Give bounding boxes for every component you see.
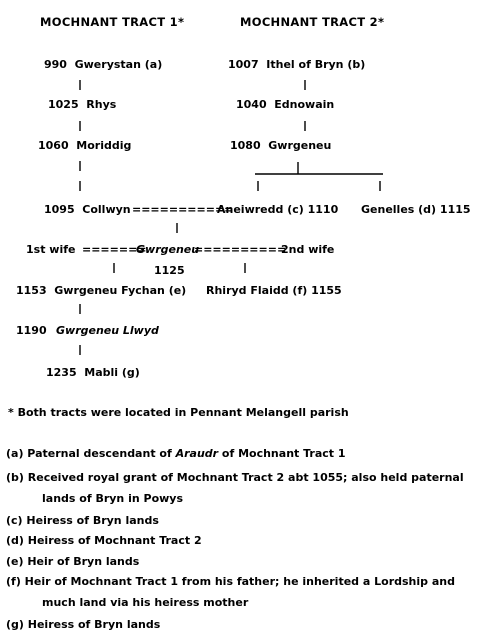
note-a-suffix: of Mochnant Tract 1: [218, 447, 346, 460]
person-gwrgeneu-1125: Gwrgeneu: [136, 243, 200, 256]
note-a-name: Araudr: [175, 447, 219, 460]
tract1-header: MOCHNANT TRACT 1*: [40, 15, 185, 29]
person-gwrgeneu-fychan: 1153 Gwrgeneu Fychan (e): [16, 284, 187, 297]
note-e: (e) Heir of Bryn lands: [6, 555, 140, 568]
person-gwerystan: 990 Gwerystan (a): [44, 58, 163, 71]
note-a: [6, 447, 346, 460]
person-ithel: 1007 Ithel of Bryn (b): [228, 58, 366, 71]
person-gwrgeneu-llwyd: Gwrgeneu Llwyd: [56, 324, 159, 337]
person-rhys: 1025 Rhys: [48, 98, 117, 111]
person-ednowain: 1040 Ednowain: [236, 98, 335, 111]
marriage-link-3: ==========: [194, 243, 287, 256]
note-f-line2: much land via his heiress mother: [42, 596, 249, 609]
person-collwyn: 1095 Collwyn: [44, 203, 131, 216]
footnote: * Both tracts were located in Pennant Melangell parish: [8, 406, 349, 419]
note-c: (c) Heiress of Bryn lands: [6, 514, 159, 527]
tract2-header: MOCHNANT TRACT 2*: [240, 15, 385, 29]
person-gwrgeneu-tract2: 1080 Gwrgeneu: [230, 139, 332, 152]
marriage-link-2: =======: [82, 243, 147, 256]
note-f-line1: (f) Heir of Mochnant Tract 1 from his father; he inherited a Lordship and: [6, 575, 455, 588]
person-mabli: 1235 Mabli (g): [46, 366, 140, 379]
marriage-link-1: ===========: [132, 203, 234, 216]
gwrgeneu-year: 1125: [154, 264, 185, 277]
person-moriddig: 1060 Moriddig: [38, 139, 132, 152]
person-second-wife: 2nd wife: [281, 243, 335, 256]
note-b-line2: lands of Bryn in Powys: [42, 492, 184, 505]
person-rhiryd-flaidd: Rhiryd Flaidd (f) 1155: [206, 284, 342, 297]
note-d: (d) Heiress of Mochnant Tract 2: [6, 534, 202, 547]
person-genelles: Genelles (d) 1115: [361, 203, 471, 216]
person-llwyd-year: 1190: [16, 324, 47, 337]
note-a-prefix: (a) Paternal descendant of: [6, 447, 176, 460]
person-aneiwredd: Aneiwredd (c) 1110: [217, 203, 339, 216]
note-g: (g) Heiress of Bryn lands: [6, 618, 161, 631]
note-b-line1: (b) Received royal grant of Mochnant Tract 2 abt 1055; also held paternal: [6, 471, 464, 484]
person-first-wife: 1st wife: [26, 243, 76, 256]
